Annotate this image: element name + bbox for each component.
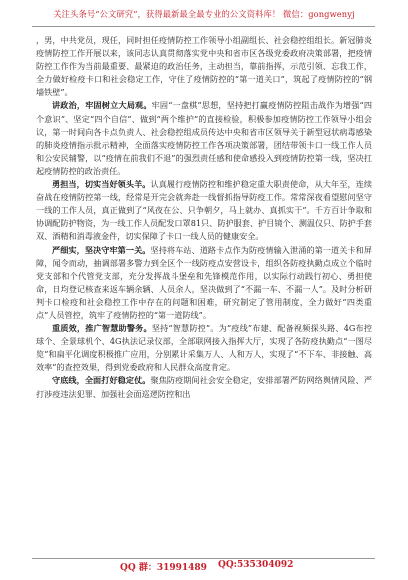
paragraph-lead: 严细实，坚决守牢第一关。: [52, 244, 151, 255]
paragraph-text: 牢固“一盘棋”思想，坚持把打赢疫情防控阻击战作为增强“四个意识”、坚定“四个自信”、做到“两个维护”的直接检验，积极参加疫情防控工作领导小组会议，第一时间向各卡点负责人、社会稳控组成员传达中央和省市区领导关于新型冠状病毒感染的肺炎疫情指示批示精神，全面落实疫情防控工作各项决策部署，团结带领卡口一线工作人员和公安民辅警，以“疫情在前我们不退”的强烈责任感和使命感投入到疫情防控第一线，坚决扛起疫情防控的政治责任。: [36, 100, 372, 176]
page-header: 关注头条号“公文研究”，获得最新最全最专业的公文资料库！ 微信：gongwenyj: [53, 9, 355, 19]
qq-group-number: QQ 群：31991489: [120, 563, 207, 573]
paragraph-text: 坚持“智慧防控”。为“疫线”布建、配备视频探头路、4G布控球个、全景球机个、4G执法记录仪部，全部联网接入指挥大厅，实现了各防疫执勤点“一图尽览”和扁平化调度积极推广应用，分别累计采集万人、人和万人，实现了“不下车、非接触、高效率”的查控效果，得到党委政府和人民群众高度肯定。: [36, 323, 372, 373]
paragraph-lead: 勇担当，切实当好领头羊。: [52, 179, 151, 190]
paragraph-text: ，男，中共党员，现任，同时担任疫情防控工作领导小组副组长、社会稳控组组长。新冠肺炎疫情防控工作开展以来，该同志认真贯彻落实党中央和省市区各级党委政府决策部署，把疫情防控工作作为当前最重要、最紧迫的政治任务，主动担当，靠前指挥，示范引领、忘我工作，全力做好检疫卡口和社会稳定工作，守住了疫情防控的“第一道关口”，筑起了疫情防控的“钢墙铁壁”。: [36, 35, 372, 98]
body-paragraph: [36, 99, 372, 178]
header-divider: [32, 26, 375, 27]
body-paragraph: [36, 178, 372, 243]
paragraph-text: 坚持将车站、道路卡点作为防疫情输入泄涌的第一道关卡和屏障，闻令而动，抽调部署多警力到全区个一线防疫点安营设卡，组织各防疫执勤点成立个临时党支部和个代管党支部，充分发挥战斗堡垒和先锋模范作用，以实际行动践行初心、勇担使命，日均登记核查来返车辆余辆、人员余人，坚决做到了“不漏一车、不漏一人”。及时分析研判卡口检疫和社会稳控工作中存在的问题和困难，研究制定了管用制度，全力做好“四类重点”人员管控，筑牢了疫情防控的“第一道防线”。: [36, 244, 372, 320]
paragraph-text: 聚焦防疫期间社会安全稳定，安排部署严防网络舆情风险、严打涉疫违法犯罪、加强社会面巡逻防控和出: [36, 375, 372, 399]
body-paragraph: [36, 374, 372, 400]
body-paragraph: [36, 34, 372, 99]
document-body: [36, 34, 372, 401]
paragraph-text: 认真履行疫情防控和维护稳定重大职责使命，从大年至，连续奋战在疫情防控第一线，经常是开完会就奔赴一线督抓指导防疫工作。常常深夜看望慰问坚守一线的工作人员，真正做到了“风夜在公、只争朝夕，马上就办、真抓实干”。千方百计争取和协调配防护物资，为一线工作人员配发口罩81只、防护服套、护目镜个、测温仪只、防护手套双、酒精和消毒液金件，切实保障了卡口一线人员的健康安全。: [36, 179, 372, 242]
paragraph-lead: 重质效，推广智慧助警务。: [52, 323, 152, 334]
footer-divider: [32, 558, 375, 559]
paragraph-lead: 守底线，全面打好稳定仗。: [52, 375, 151, 386]
body-paragraph: [36, 244, 372, 323]
paragraph-lead: 讲政治，牢固树立大局观。: [52, 100, 152, 111]
qq-contact-number: QQ:535304092: [218, 560, 294, 570]
page-footer: [0, 560, 408, 574]
body-paragraph: [36, 322, 372, 374]
